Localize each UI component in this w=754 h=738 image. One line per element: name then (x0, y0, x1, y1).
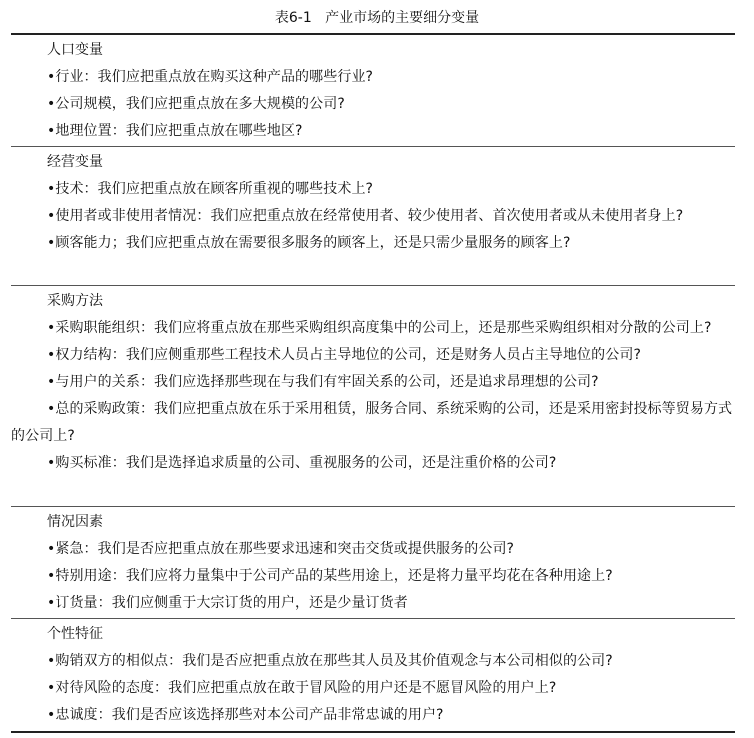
section-divider (11, 285, 735, 286)
bottom-rule (11, 731, 735, 733)
list-item: •特别用途：我们应将力量集中于公司产品的某些用途上，还是将力量平均花在各种用途上? (47, 568, 613, 584)
list-item: •购买标准：我们是选择追求质量的公司、重视服务的公司，还是注重价格的公司? (47, 455, 557, 471)
list-item: •行业：我们应把重点放在购买这种产品的哪些行业? (47, 69, 374, 85)
list-item: •采购职能组织：我们应将重点放在那些采购组织高度集中的公司上，还是那些采购组织相对分散的公司上? (47, 320, 712, 336)
list-item: •与用户的关系：我们应选择那些现在与我们有牢固关系的公司，还是追求昂理想的公司? (47, 374, 599, 390)
section-purchasing (11, 288, 735, 477)
list-item: •紧急：我们是否应把重点放在那些要求迅速和突击交货或提供服务的公司? (47, 541, 515, 557)
section-title: 经营变量 (47, 154, 103, 170)
list-item: •公司规模，我们应把重点放在多大规模的公司? (47, 96, 345, 112)
section-title: 人口变量 (47, 42, 103, 58)
list-item: •总的采购政策：我们应把重点放在乐于采用租赁，服务合同、系统采购的公司，还是采用密封投标等贸易方式的公司上? (11, 401, 733, 444)
top-rule (11, 33, 735, 35)
section-divider (11, 146, 735, 147)
list-item: •权力结构：我们应侧重那些工程技术人员占主导地位的公司，还是财务人员占主导地位的公司? (47, 347, 641, 363)
section-personal (11, 621, 735, 729)
list-item: •技术：我们应把重点放在顾客所重视的哪些技术上? (47, 181, 374, 197)
section-title: 采购方法 (47, 293, 103, 309)
list-item: •订货量：我们应侧重于大宗订货的用户，还是少量订货者 (47, 595, 408, 611)
section-demographic (11, 37, 735, 145)
list-item: •对待风险的态度：我们应把重点放在敢于冒风险的用户还是不愿冒风险的用户上? (47, 680, 557, 696)
section-title: 个性特征 (47, 626, 103, 642)
list-item: •购销双方的相似点：我们是否应把重点放在那些其人员及其价值观念与本公司相似的公司? (47, 653, 613, 669)
section-divider (11, 618, 735, 619)
section-title: 情况因素 (47, 514, 103, 530)
list-item: •忠诚度：我们是否应该选择那些对本公司产品非常忠诚的用户? (47, 707, 444, 723)
section-divider (11, 506, 735, 507)
list-item: •使用者或非使用者情况：我们应把重点放在经常使用者、较少使用者、首次使用者或从未使用者身上? (47, 208, 684, 224)
list-item: •地理位置：我们应把重点放在哪些地区? (47, 123, 303, 139)
section-situational (11, 509, 735, 617)
table-caption: 表6-1 产业市场的主要细分变量 (274, 10, 480, 26)
section-operating (11, 149, 735, 257)
list-item: •顾客能力；我们应把重点放在需要很多服务的顾客上，还是只需少量服务的顾客上? (47, 235, 571, 251)
